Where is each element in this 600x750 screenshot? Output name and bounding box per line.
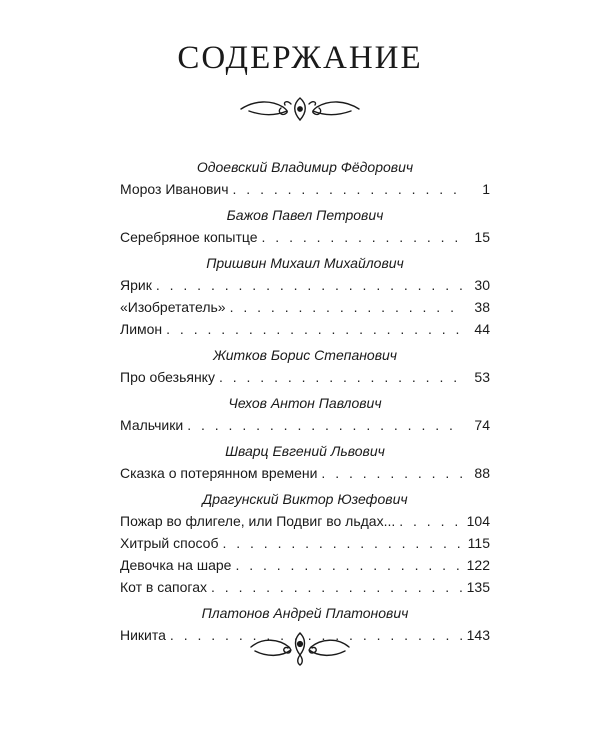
author-heading: Житков Борис Степанович	[212, 347, 398, 363]
toc-entry	[120, 576, 490, 598]
dot-leader	[235, 554, 462, 576]
dot-leader	[262, 226, 464, 248]
toc-entry	[120, 226, 490, 248]
page-number: 15	[474, 229, 490, 245]
entry-title: Про обезьянку	[120, 369, 215, 385]
page-number: 122	[466, 557, 490, 573]
table-of-contents	[120, 156, 490, 646]
dot-leader	[230, 296, 464, 318]
entry-title: Сказка о потерянном времени	[120, 465, 318, 481]
page-number: 88	[474, 465, 490, 481]
page-number: 30	[474, 277, 490, 293]
entry-title: Пожар во флигеле, или Подвиг во льдах...	[120, 513, 396, 529]
page-number: 44	[474, 321, 490, 337]
flourish-divider-bottom-icon	[0, 625, 600, 674]
toc-entry	[120, 554, 490, 576]
entry-title: Ярик	[120, 277, 152, 293]
author-heading: Чехов Антон Павлович	[228, 395, 382, 411]
dot-leader	[166, 318, 464, 340]
dot-leader	[222, 532, 463, 554]
dot-leader	[187, 414, 464, 436]
dot-leader	[321, 462, 464, 484]
entry-title: Хитрый способ	[120, 535, 219, 551]
toc-entry	[120, 462, 490, 484]
page-number: 38	[474, 299, 490, 315]
dot-leader	[233, 178, 464, 200]
entry-title: «Изобретатель»	[120, 299, 226, 315]
flourish-divider-top-icon	[0, 92, 600, 131]
toc-entry	[120, 296, 490, 318]
entry-title: Серебряное копытце	[120, 229, 258, 245]
entry-title: Лимон	[120, 321, 163, 337]
page-title: СОДЕРЖАНИЕ	[177, 40, 423, 76]
toc-entry	[120, 510, 490, 532]
author-heading: Пришвин Михаил Михайлович	[206, 255, 404, 271]
entry-title: Никита	[120, 627, 166, 643]
page-number: 1	[482, 181, 490, 197]
toc-entry	[120, 366, 490, 388]
toc-entry	[120, 318, 490, 340]
author-heading: Драгунский Виктор Юзефович	[202, 491, 408, 507]
page-number: 53	[474, 369, 490, 385]
toc-entry	[120, 414, 490, 436]
dot-leader	[219, 366, 464, 388]
entry-title: Девочка на шаре	[120, 557, 232, 573]
toc-entry	[120, 178, 490, 200]
entry-title: Мороз Иванович	[120, 181, 229, 197]
page-number: 104	[466, 513, 490, 529]
page-number: 143	[466, 627, 490, 643]
page-number: 115	[467, 535, 490, 551]
page-number: 74	[474, 417, 490, 433]
author-heading: Бажов Павел Петрович	[226, 207, 384, 223]
entry-title: Кот в сапогах	[120, 579, 208, 595]
author-heading: Платонов Андрей Платонович	[201, 605, 409, 621]
dot-leader	[399, 510, 462, 532]
entry-title: Мальчики	[120, 417, 184, 433]
toc-entry	[120, 532, 490, 554]
page-number: 135	[466, 579, 490, 595]
author-heading: Одоевский Владимир Фёдорович	[196, 159, 414, 175]
dot-leader	[156, 274, 464, 296]
toc-entry	[120, 274, 490, 296]
author-heading: Шварц Евгений Львович	[225, 443, 385, 459]
dot-leader	[211, 576, 463, 598]
